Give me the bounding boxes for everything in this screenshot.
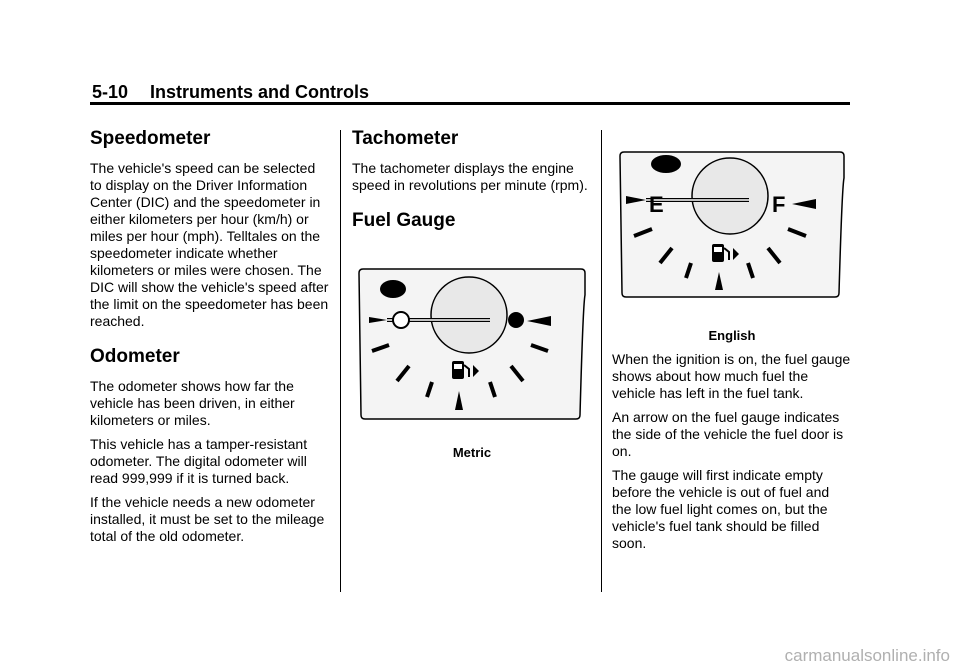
odometer-text-3: If the vehicle needs a new odometer installed, it must be set to the mileage total of the old odometer.: [90, 494, 325, 544]
full-label: F: [772, 192, 786, 217]
fuel-gauge-text-1: When the ignition is on, the fuel gauge shows about how much fuel the vehicle has left in the fuel tank.: [612, 351, 851, 401]
fuel-gauge-heading: Fuel Gauge: [352, 210, 456, 231]
speedometer-heading: Speedometer: [90, 128, 211, 149]
speedometer-text: The vehicle's speed can be selected to display on the Driver Information Center (DIC) and the speedometer in either kilometers per hour (km/h) or miles per hour (mph). Telltales on the speedometer indicate whether kilometers or miles were chosen. The DIC will show the vehicle's speed after the limit on the speedometer has been reached.: [90, 160, 329, 329]
metric-fuel-gauge-illustration: [355, 265, 590, 425]
column-divider-1: [340, 130, 341, 592]
header-rule: [90, 102, 850, 105]
section-title: Instruments and Controls: [150, 82, 370, 102]
odometer-text-1: The odometer shows how far the vehicle has been driven, in either kilometers or miles.: [90, 378, 295, 428]
tachometer-text: The tachometer displays the engine speed in revolutions per minute (rpm).: [352, 160, 588, 193]
page-number: 5-10: [92, 82, 129, 102]
column-right: [612, 351, 852, 559]
english-fuel-gauge-illustration: [616, 148, 848, 303]
page-header: [92, 82, 369, 103]
tachometer-heading: Tachometer: [352, 128, 459, 149]
odometer-heading: Odometer: [90, 346, 180, 367]
watermark: carmanualsonline.info: [784, 646, 950, 665]
metric-caption: Metric: [452, 445, 492, 460]
column-divider-2: [601, 130, 602, 592]
column-left: [90, 128, 330, 552]
odometer-text-2: This vehicle has a tamper-resistant odometer. The digital odometer will read 999,999 if it is turned back.: [90, 436, 308, 486]
fuel-gauge-text-3: The gauge will first indicate empty before the vehicle is out of fuel and the low fuel light comes on, but the vehicle's fuel tank should be filled soon.: [612, 467, 830, 551]
fuel-gauge-text-2: An arrow on the fuel gauge indicates the side of the vehicle the fuel door is on.: [612, 409, 844, 459]
empty-label: E: [649, 192, 664, 217]
english-caption: English: [708, 328, 756, 343]
column-middle: [352, 128, 592, 242]
